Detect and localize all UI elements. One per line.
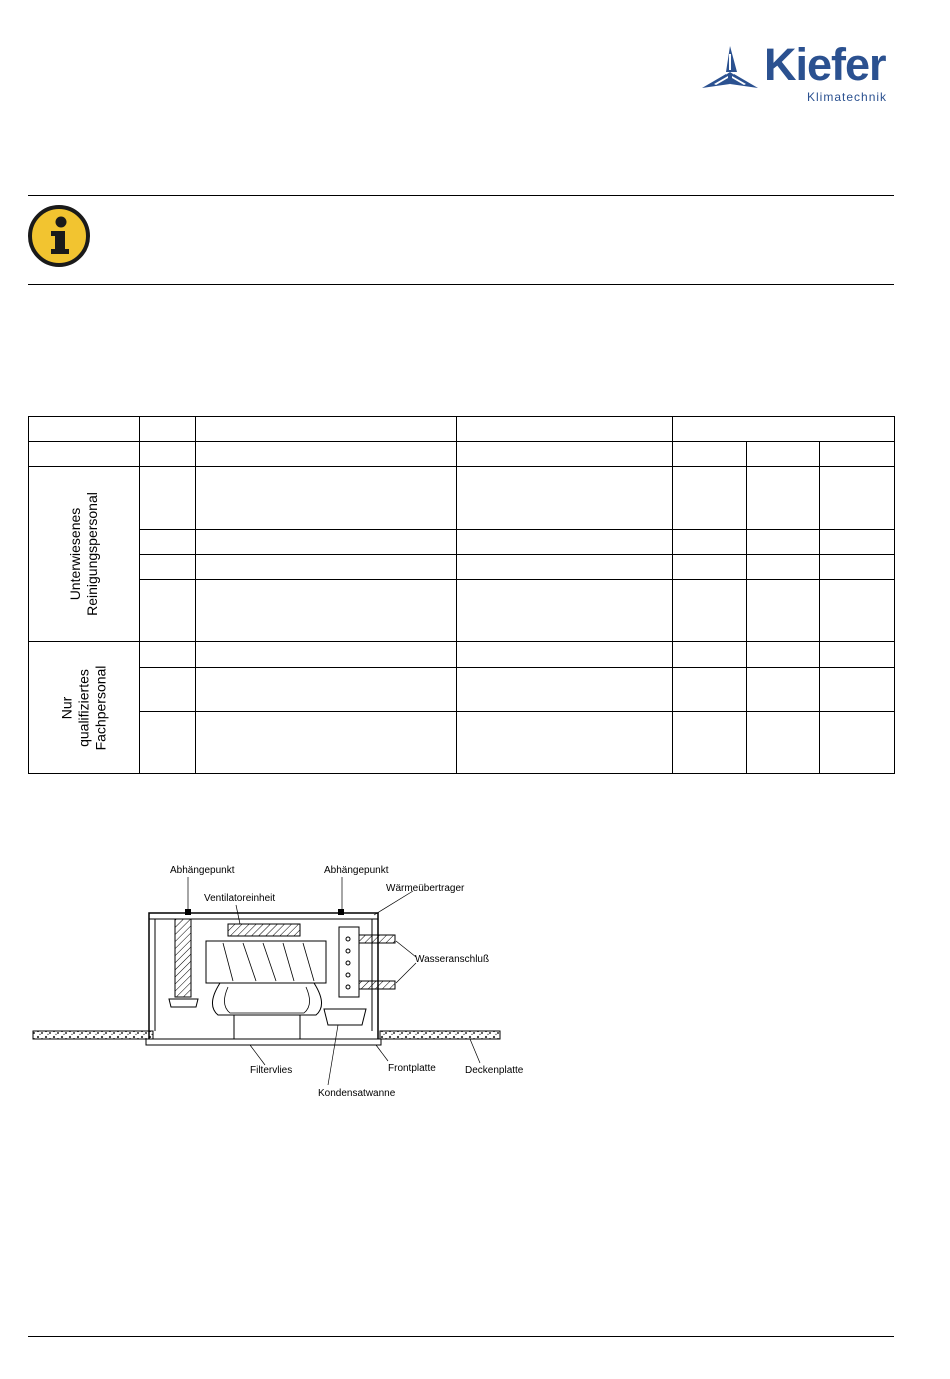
table-cell (673, 555, 747, 580)
table-cell (29, 442, 140, 467)
table-cell (140, 417, 196, 442)
table-cell (673, 712, 747, 774)
table-row (29, 580, 895, 642)
heat-exchanger (339, 927, 359, 997)
table-cell (747, 442, 820, 467)
table-cell (140, 580, 196, 642)
table-cell (196, 555, 457, 580)
group-cell-cleaning-staff (29, 467, 140, 642)
table-cell (196, 467, 457, 530)
group-label-line: Reinigungspersonal (84, 492, 100, 616)
middle-rule (28, 284, 894, 285)
table-subheader-row (29, 442, 895, 467)
table-row (29, 668, 895, 712)
footer-rule (28, 1336, 894, 1337)
hanging-point-left (185, 909, 191, 915)
label-waermeuebertrager: Wärmeübertrager (386, 883, 465, 894)
fan-outlet (234, 1015, 300, 1039)
kiefer-logo (700, 39, 900, 108)
table-cell (673, 642, 747, 668)
table-cell (140, 712, 196, 774)
brand-subtitle: Klimatechnik (807, 90, 888, 104)
table-cell (196, 580, 457, 642)
table-cell (673, 467, 747, 530)
label-filtervlies: Filtervlies (250, 1065, 293, 1076)
top-rule (28, 195, 894, 196)
table-header-row (29, 417, 895, 442)
label-frontplatte: Frontplatte (388, 1063, 436, 1074)
table-cell (196, 712, 457, 774)
table-cell (673, 580, 747, 642)
table-cell (820, 442, 895, 467)
ceiling-plate-right (380, 1031, 500, 1039)
table-cell (820, 467, 895, 530)
table-cell (140, 642, 196, 668)
hanging-point-right (338, 909, 344, 915)
table-cell (196, 668, 457, 712)
maintenance-table (28, 416, 895, 774)
table-cell (747, 555, 820, 580)
table-cell (820, 642, 895, 668)
table-cell (457, 555, 673, 580)
brand-name: Kiefer (764, 39, 886, 90)
table-row (29, 530, 895, 555)
table-cell (196, 417, 457, 442)
table-cell (457, 712, 673, 774)
label-deckenplatte: Deckenplatte (465, 1065, 524, 1076)
table-cell (29, 417, 140, 442)
table-cell (673, 668, 747, 712)
table-cell (747, 668, 820, 712)
fan-logo-icon (700, 44, 764, 94)
info-icon (28, 205, 90, 272)
water-connection (359, 935, 395, 989)
label-abhaengepunkt-right: Abhängepunkt (324, 865, 389, 876)
table-cell (673, 530, 747, 555)
group-label-line: Fachpersonal (92, 665, 109, 750)
group-label-line: qualifiziertes (75, 668, 92, 747)
table-cell (747, 712, 820, 774)
table-row (29, 467, 895, 530)
table-cell (820, 668, 895, 712)
table-cell (673, 442, 747, 467)
table-cell (196, 530, 457, 555)
table-cell (457, 642, 673, 668)
table-cell (457, 442, 673, 467)
label-kondensatwanne: Kondensatwanne (318, 1088, 396, 1099)
table-row (29, 642, 895, 668)
group-label-line: Unterwiesenes (67, 507, 83, 601)
table-cell (820, 712, 895, 774)
table-cell (196, 442, 457, 467)
table-cell (820, 530, 895, 555)
front-plate (146, 1039, 381, 1045)
unit-cross-section-diagram (28, 855, 538, 1105)
table-cell (457, 530, 673, 555)
fan-unit (206, 924, 326, 1015)
ceiling-plate-left (33, 1031, 153, 1039)
table-cell (140, 530, 196, 555)
table-cell (457, 417, 673, 442)
hatched-support (175, 919, 191, 997)
table-cell (457, 467, 673, 530)
table-cell (140, 668, 196, 712)
group-label-cleaning-staff (67, 492, 101, 616)
table-cell (457, 668, 673, 712)
group-label-qualified-staff (59, 665, 110, 750)
table-cell (747, 467, 820, 530)
table-cell (747, 530, 820, 555)
table-cell (140, 555, 196, 580)
group-cell-qualified-staff (29, 642, 140, 774)
table-cell (673, 417, 895, 442)
table-cell (457, 580, 673, 642)
label-ventilatoreinheit: Ventilatoreinheit (204, 893, 276, 904)
table-cell (140, 467, 196, 530)
table-cell (820, 555, 895, 580)
table-cell (820, 580, 895, 642)
group-label-line: Nur (58, 696, 75, 719)
condensate-pan (324, 1009, 366, 1025)
table-cell (747, 580, 820, 642)
table-cell (747, 642, 820, 668)
table-cell (196, 642, 457, 668)
table-row (29, 712, 895, 774)
label-abhaengepunkt-left: Abhängepunkt (170, 865, 235, 876)
label-wasseranschluss: Wasseranschluß (415, 954, 490, 965)
table-cell (140, 442, 196, 467)
table-row (29, 555, 895, 580)
